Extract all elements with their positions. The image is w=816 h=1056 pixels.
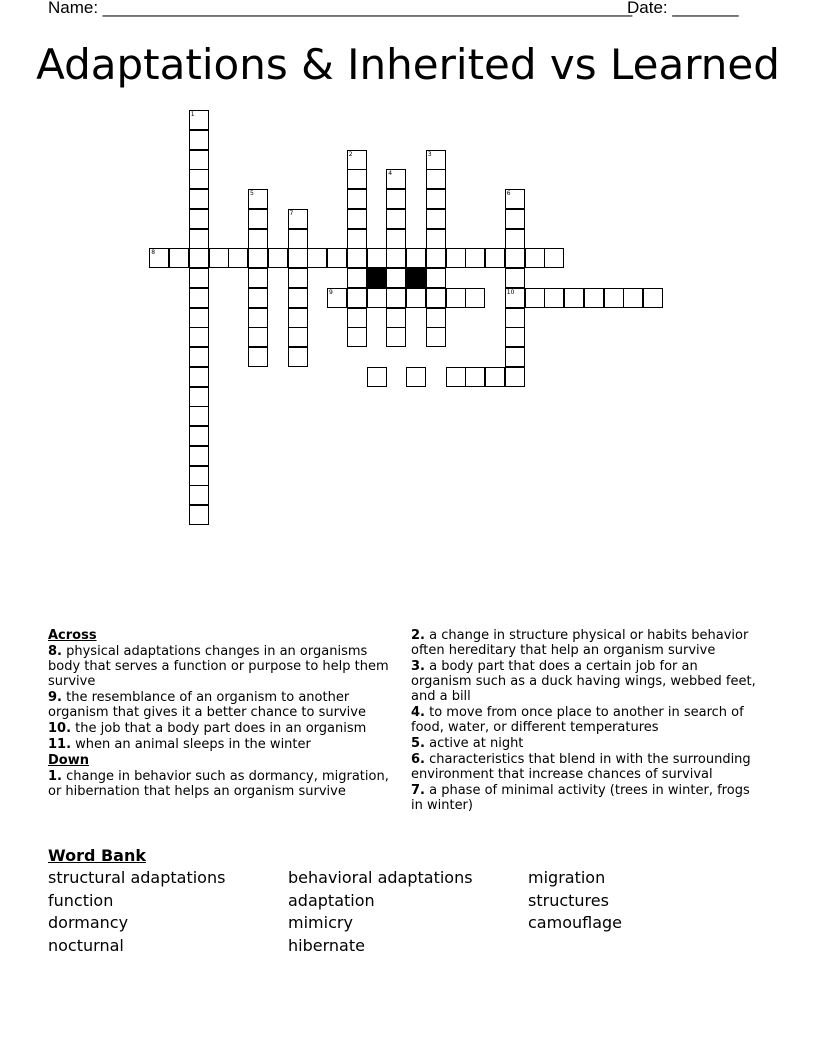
crossword-cell[interactable] bbox=[465, 248, 485, 268]
crossword-cell[interactable] bbox=[347, 268, 367, 288]
word-bank-title: Word Bank bbox=[48, 846, 147, 865]
crossword-cell[interactable] bbox=[209, 248, 229, 268]
crossword-cell[interactable] bbox=[446, 367, 466, 387]
crossword-cell[interactable] bbox=[426, 327, 446, 347]
clue-across-10 bbox=[48, 721, 393, 736]
clue-number: 4. bbox=[411, 705, 425, 720]
crossword-black-cell bbox=[367, 268, 387, 288]
clue-down-4 bbox=[411, 705, 761, 735]
crossword-cell[interactable] bbox=[189, 466, 209, 486]
crossword-cell[interactable] bbox=[367, 367, 387, 387]
crossword-cell[interactable] bbox=[386, 268, 406, 288]
crossword-cell[interactable] bbox=[288, 327, 308, 347]
clue-down-6 bbox=[411, 752, 761, 782]
clue-number: 9. bbox=[48, 690, 62, 705]
clue-number: 3. bbox=[411, 659, 425, 674]
crossword-cell[interactable] bbox=[189, 327, 209, 347]
crossword-cell[interactable] bbox=[189, 189, 209, 209]
clue-across-9 bbox=[48, 690, 393, 720]
word-bank-item: nocturnal bbox=[48, 936, 124, 956]
crossword-cell[interactable] bbox=[386, 327, 406, 347]
crossword-cell[interactable] bbox=[189, 387, 209, 407]
crossword-cell[interactable] bbox=[426, 189, 446, 209]
crossword-cell[interactable] bbox=[426, 169, 446, 189]
crossword-cell[interactable] bbox=[248, 268, 268, 288]
clues-column-right bbox=[411, 628, 761, 814]
clue-text: a body part that does a certain job for an organism such as a duck having wings, webbed feet, and a bill bbox=[411, 659, 756, 704]
name-field-label[interactable]: Name: ________________________________________________________ bbox=[48, 0, 633, 17]
crossword-cell[interactable] bbox=[248, 327, 268, 347]
crossword-cell[interactable] bbox=[604, 288, 624, 308]
crossword-cell[interactable] bbox=[347, 229, 367, 249]
crossword-cell[interactable] bbox=[505, 229, 525, 249]
crossword-cell[interactable] bbox=[406, 248, 426, 268]
word-bank-item: camouflage bbox=[528, 913, 622, 933]
crossword-cell[interactable] bbox=[643, 288, 663, 308]
crossword-cell[interactable] bbox=[544, 288, 564, 308]
clue-text: characteristics that blend in with the surrounding environment that increase chances of survival bbox=[411, 752, 751, 782]
clue-text: change in behavior such as dormancy, migration, or hibernation that helps an organism survive bbox=[48, 769, 389, 799]
crossword-cell[interactable] bbox=[248, 189, 268, 209]
crossword-cell[interactable] bbox=[327, 288, 347, 308]
crossword-cell[interactable] bbox=[386, 248, 406, 268]
crossword-cell[interactable] bbox=[347, 209, 367, 229]
clue-number: 1. bbox=[48, 769, 62, 784]
crossword-cell[interactable] bbox=[189, 268, 209, 288]
clue-text: active at night bbox=[429, 736, 524, 751]
clue-number: 5. bbox=[411, 736, 425, 751]
date-field-label[interactable]: Date: _______ bbox=[627, 0, 739, 17]
crossword-cell[interactable] bbox=[367, 288, 387, 308]
clue-number-label: 2 bbox=[348, 150, 353, 158]
crossword-cell[interactable] bbox=[288, 347, 308, 367]
word-bank-item: structural adaptations bbox=[48, 868, 226, 887]
word-bank-item: migration bbox=[528, 868, 606, 887]
crossword-cell[interactable] bbox=[623, 288, 643, 308]
clue-across-8 bbox=[48, 644, 393, 689]
word-bank-item: structures bbox=[528, 890, 609, 910]
clue-text: the resemblance of an organism to another organism that gives it a better chance to survive bbox=[48, 690, 366, 720]
crossword-cell[interactable] bbox=[189, 406, 209, 426]
crossword-cell[interactable] bbox=[426, 150, 446, 170]
crossword-cell[interactable] bbox=[347, 169, 367, 189]
crossword-cell[interactable] bbox=[386, 189, 406, 209]
clue-text: when an animal sleeps in the winter bbox=[75, 737, 311, 752]
crossword-cell[interactable] bbox=[268, 248, 288, 268]
crossword-cell[interactable] bbox=[386, 288, 406, 308]
crossword-cell[interactable] bbox=[189, 288, 209, 308]
crossword-cell[interactable] bbox=[288, 288, 308, 308]
clue-number-label: 4 bbox=[388, 170, 393, 178]
crossword-cell[interactable] bbox=[386, 209, 406, 229]
word-bank-item: hibernate bbox=[288, 936, 365, 956]
crossword-cell[interactable] bbox=[465, 288, 485, 308]
crossword-cell[interactable] bbox=[505, 327, 525, 347]
clue-number: 10. bbox=[48, 721, 72, 736]
crossword-cell[interactable] bbox=[189, 209, 209, 229]
crossword-cell[interactable] bbox=[169, 248, 189, 268]
clue-number-label: 5 bbox=[250, 190, 254, 197]
clue-across-11 bbox=[48, 737, 393, 752]
crossword-cell[interactable] bbox=[426, 268, 446, 288]
clue-number-label: 7 bbox=[289, 209, 294, 217]
crossword-black-cell bbox=[406, 268, 426, 288]
crossword-cell[interactable] bbox=[248, 229, 268, 249]
clue-number: 2. bbox=[411, 628, 425, 643]
word-bank-item: mimicry bbox=[288, 913, 353, 933]
clue-down-2 bbox=[411, 628, 761, 658]
crossword-cell[interactable] bbox=[465, 367, 485, 387]
crossword-cell[interactable] bbox=[426, 209, 446, 229]
crossword-cell[interactable] bbox=[149, 248, 169, 268]
crossword-cell[interactable] bbox=[189, 110, 209, 130]
crossword-cell[interactable] bbox=[248, 209, 268, 229]
crossword-cell[interactable] bbox=[505, 268, 525, 288]
crossword-cell[interactable] bbox=[248, 288, 268, 308]
clue-text: a phase of minimal activity (trees in winter, frogs in winter) bbox=[411, 783, 750, 813]
clue-down-7 bbox=[411, 783, 761, 813]
clue-number-label: 6 bbox=[506, 190, 511, 197]
crossword-cell[interactable] bbox=[347, 189, 367, 209]
word-bank-item: adaptation bbox=[288, 890, 375, 910]
clue-number-label: 3 bbox=[427, 150, 432, 158]
clue-number-label: 10 bbox=[506, 288, 515, 296]
clue-down-3 bbox=[411, 659, 761, 704]
crossword-cell[interactable] bbox=[189, 248, 209, 268]
word-bank-item: function bbox=[48, 890, 114, 910]
clue-text: the job that a body part does in an organism bbox=[75, 721, 367, 736]
clue-number-label: 8 bbox=[151, 249, 156, 257]
crossword-cell[interactable] bbox=[505, 209, 525, 229]
crossword-cell[interactable] bbox=[426, 288, 446, 308]
clue-number: 8. bbox=[48, 644, 62, 659]
crossword-cell[interactable] bbox=[288, 268, 308, 288]
crossword-cell[interactable] bbox=[347, 308, 367, 328]
crossword-cell[interactable] bbox=[189, 308, 209, 328]
crossword-cell[interactable] bbox=[189, 169, 209, 189]
crossword-cell[interactable] bbox=[288, 229, 308, 249]
crossword-cell[interactable] bbox=[189, 229, 209, 249]
clue-number-label: 9 bbox=[329, 288, 333, 296]
crossword-cell[interactable] bbox=[288, 209, 308, 229]
crossword-cell[interactable] bbox=[505, 248, 525, 268]
crossword-cell[interactable] bbox=[307, 248, 327, 268]
clue-number: 7. bbox=[411, 783, 425, 798]
crossword-cell[interactable] bbox=[347, 150, 367, 170]
clue-text: a change in structure physical or habits behavior often hereditary that help an organism survive bbox=[411, 628, 749, 658]
word-bank-item: behavioral adaptations bbox=[288, 868, 473, 887]
crossword-cell[interactable] bbox=[248, 308, 268, 328]
crossword-cell[interactable] bbox=[248, 248, 268, 268]
crossword-cell[interactable] bbox=[386, 169, 406, 189]
crossword-cell[interactable] bbox=[189, 367, 209, 387]
crossword-cell[interactable] bbox=[189, 426, 209, 446]
crossword-cell[interactable] bbox=[367, 248, 387, 268]
crossword-cell[interactable] bbox=[446, 288, 466, 308]
crossword-cell[interactable] bbox=[189, 446, 209, 466]
crossword-cell[interactable] bbox=[505, 367, 525, 387]
crossword-cell[interactable] bbox=[406, 288, 426, 308]
crossword-cell[interactable] bbox=[525, 288, 545, 308]
crossword-cell[interactable] bbox=[327, 248, 347, 268]
clue-down-1 bbox=[48, 769, 393, 799]
crossword-cell[interactable] bbox=[485, 367, 505, 387]
crossword-cell[interactable] bbox=[347, 248, 367, 268]
crossword-cell[interactable] bbox=[386, 308, 406, 328]
clue-number-label: 1 bbox=[190, 111, 195, 118]
crossword-cell[interactable] bbox=[347, 288, 367, 308]
crossword-cell[interactable] bbox=[505, 189, 525, 209]
crossword-cell[interactable] bbox=[189, 347, 209, 367]
across-heading: Across bbox=[48, 628, 97, 643]
clues-column-left bbox=[48, 628, 393, 800]
crossword-cell[interactable] bbox=[386, 229, 406, 249]
crossword-cell[interactable] bbox=[189, 130, 209, 150]
crossword-cell[interactable] bbox=[485, 248, 505, 268]
crossword-cell[interactable] bbox=[406, 367, 426, 387]
clue-number: 11. bbox=[48, 737, 72, 752]
crossword-cell[interactable] bbox=[248, 347, 268, 367]
crossword-cell[interactable] bbox=[189, 150, 209, 170]
crossword-cell[interactable] bbox=[584, 288, 604, 308]
crossword-cell[interactable] bbox=[426, 229, 446, 249]
crossword-cell[interactable] bbox=[544, 248, 564, 268]
word-bank-item: dormancy bbox=[48, 913, 129, 933]
crossword-cell[interactable] bbox=[426, 248, 446, 268]
crossword-cell[interactable] bbox=[288, 248, 308, 268]
page-title: Adaptations & Inherited vs Learned bbox=[36, 40, 780, 89]
clue-number: 6. bbox=[411, 752, 425, 767]
crossword-cell[interactable] bbox=[189, 505, 209, 525]
word-bank bbox=[48, 846, 768, 956]
crossword-cell[interactable] bbox=[505, 347, 525, 367]
clue-text: to move from once place to another in search of food, water, or different temperatures bbox=[411, 705, 744, 735]
crossword-cell[interactable] bbox=[347, 327, 367, 347]
crossword-cell[interactable] bbox=[525, 248, 545, 268]
crossword-cell[interactable] bbox=[564, 288, 584, 308]
crossword-cell[interactable] bbox=[505, 308, 525, 328]
crossword-cell[interactable] bbox=[446, 248, 466, 268]
crossword-cell[interactable] bbox=[228, 248, 248, 268]
crossword-cell[interactable] bbox=[505, 288, 525, 308]
crossword-cell[interactable] bbox=[288, 308, 308, 328]
crossword-cell[interactable] bbox=[426, 308, 446, 328]
clue-down-5 bbox=[411, 736, 761, 751]
clue-text: physical adaptations changes in an organisms body that serves a function or purpose to help them survive bbox=[48, 644, 389, 689]
down-heading: Down bbox=[48, 753, 89, 768]
crossword-cell[interactable] bbox=[189, 485, 209, 505]
